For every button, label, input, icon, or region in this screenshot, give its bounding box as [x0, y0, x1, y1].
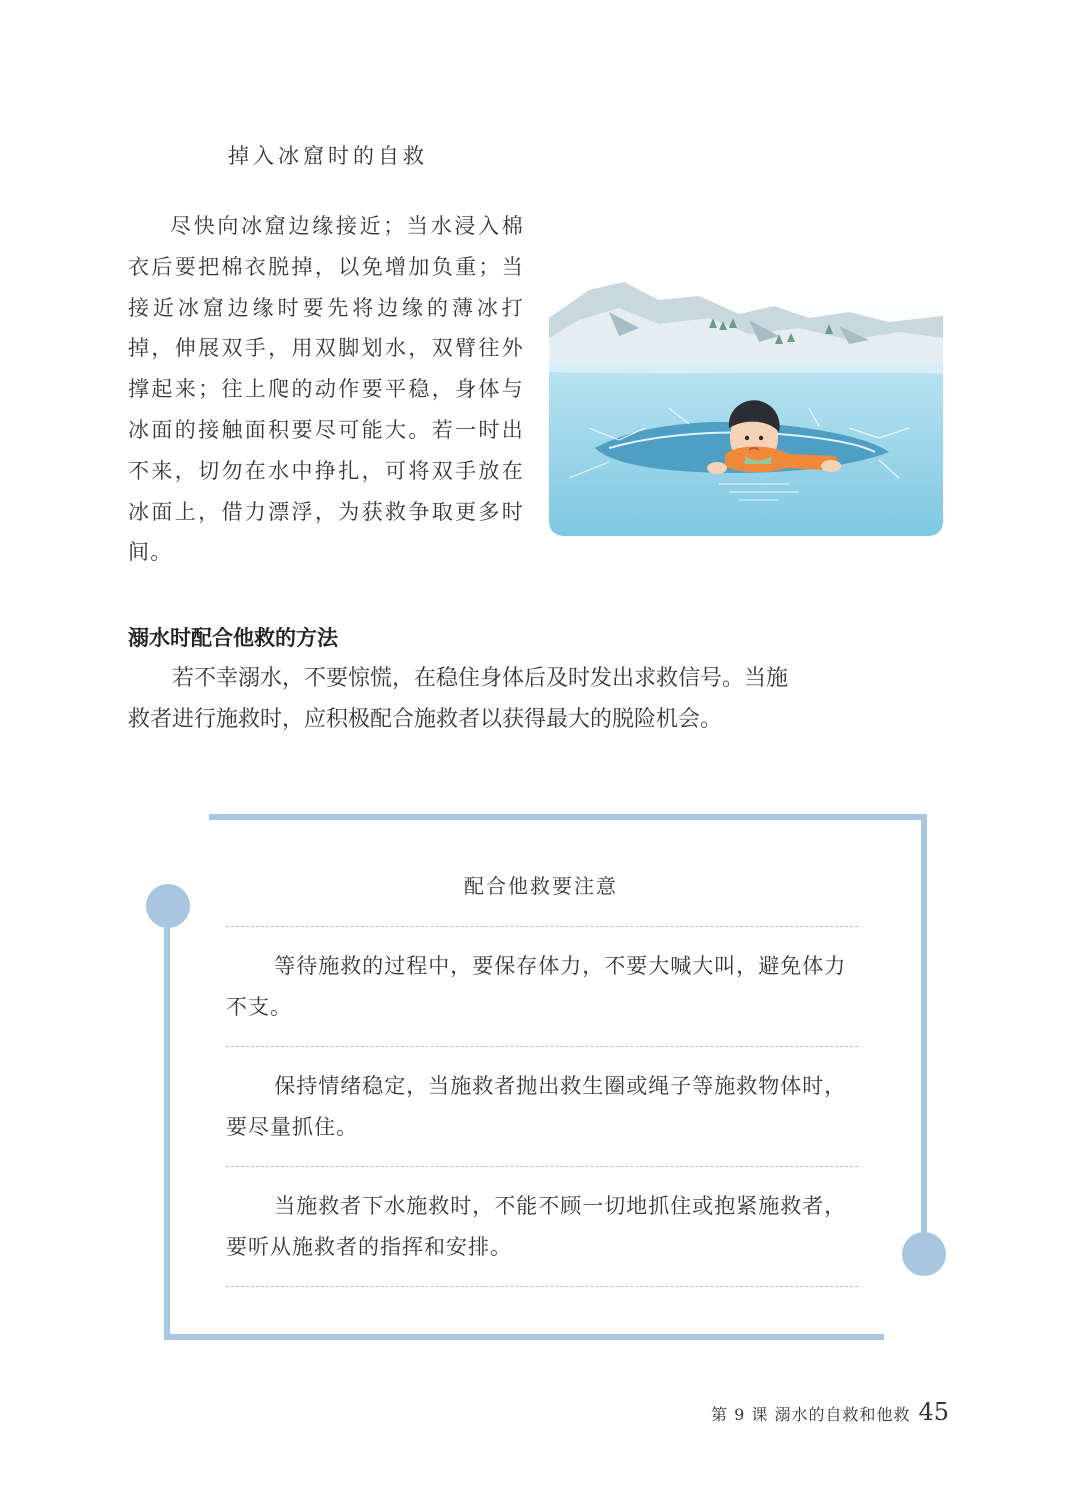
- tip-frame-dot-right: [902, 1232, 946, 1276]
- tip-frame-dot-left: [146, 884, 190, 928]
- tip-divider: [226, 1046, 858, 1047]
- tip-item: [226, 946, 856, 1028]
- tip-frame-top: [209, 814, 927, 820]
- page-number: 45: [918, 1398, 949, 1426]
- tip-item: [226, 1066, 856, 1148]
- ice-hole-illustration: [549, 278, 943, 536]
- tip-divider: [226, 1286, 858, 1287]
- cooperate-paragraph: 若不幸溺水，不要惊慌，在稳住身体后及时发出求救信号。当施救者进行施救时，应积极配合施救者以获得最大的脱险机会。: [128, 666, 789, 732]
- tip-divider: [226, 926, 858, 927]
- tip-text: 保持情绪稳定，当施救者抛出救生圈或绳子等施救物体时，要尽量抓住。: [226, 1074, 847, 1139]
- tip-frame-left: [164, 904, 170, 1340]
- tip-frame-bottom: [164, 1334, 884, 1340]
- tip-divider: [226, 1166, 858, 1167]
- cooperate-heading: 溺水时配合他救的方法: [128, 626, 338, 650]
- ice-rescue-body: [128, 206, 524, 573]
- tip-frame-right: [921, 814, 927, 1254]
- ice-rescue-title: 掉入冰窟时的自救: [228, 144, 428, 168]
- tip-text: 等待施救的过程中，要保存体力，不要大喊大叫，避免体力不支。: [226, 954, 847, 1019]
- tip-box-title: 配合他救要注意: [464, 874, 618, 898]
- lesson-label: 第 9 课 溺水的自救和他救: [711, 1405, 911, 1424]
- page-footer: [711, 1398, 949, 1426]
- ice-rescue-paragraph: 尽快向冰窟边缘接近；当水浸入棉衣后要把棉衣脱掉，以免增加负重；当接近冰窟边缘时要先将边缘的薄冰打掉，伸展双手，用双脚划水，双臂往外撑起来；往上爬的动作要平稳，身体与冰面的接触面积要尽可能大。若一时出不来，切勿在水中挣扎，可将双手放在冰面上，借力漂浮，为获救争取更多时间。: [128, 214, 524, 565]
- tip-text: 当施救者下水施救时，不能不顾一切地抓住或抱紧施救者，要听从施救者的指挥和安排。: [226, 1194, 847, 1259]
- cooperate-body: [128, 658, 788, 740]
- tip-item: [226, 1186, 856, 1268]
